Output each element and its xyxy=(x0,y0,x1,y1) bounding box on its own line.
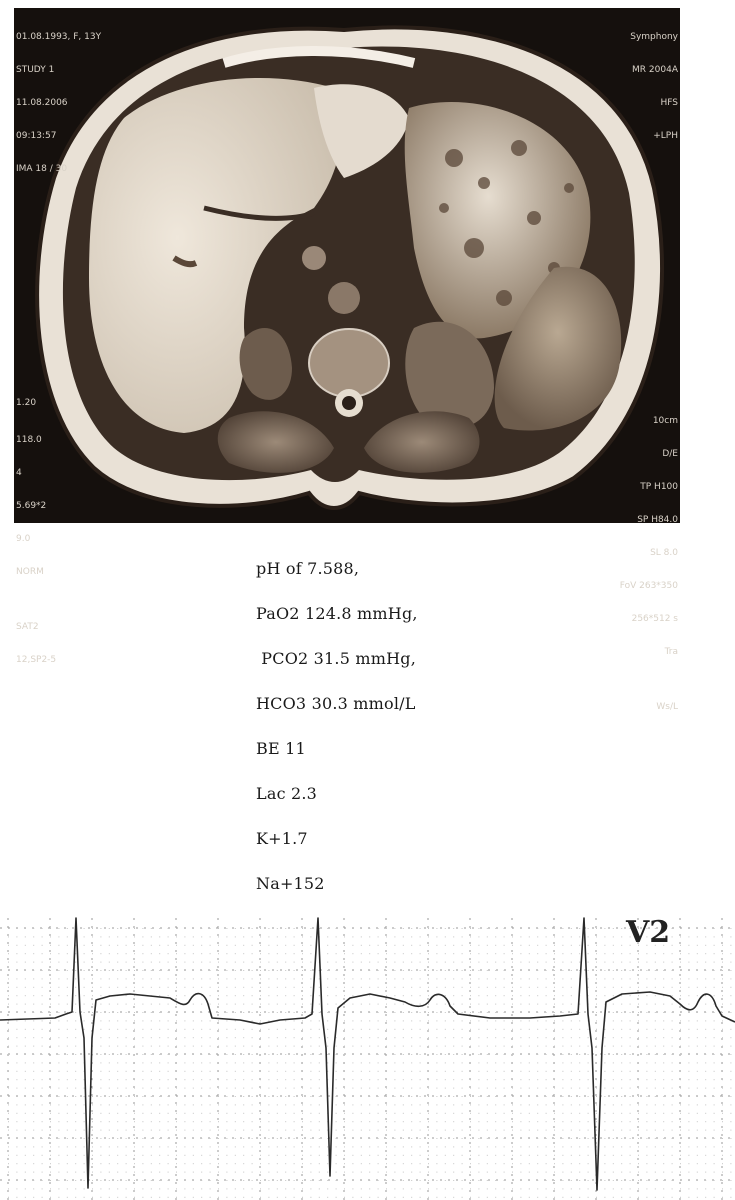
overlay-text: +LPH xyxy=(653,131,678,141)
mri-overlay-bottom-left xyxy=(16,413,56,688)
overlay-text: SL 8.0 xyxy=(650,548,678,558)
overlay-text: 256*512 s xyxy=(631,614,678,624)
lab-pao2: PaO2 124.8 mmHg, xyxy=(256,604,418,623)
overlay-text: 10cm xyxy=(652,416,678,426)
overlay-text: 11.08.2006 xyxy=(16,98,68,108)
lab-sodium: Na+152 xyxy=(256,874,325,893)
mri-overlay-top-right xyxy=(630,10,678,164)
overlay-text: SAT2 xyxy=(16,622,39,632)
overlay-text: SP H84.0 xyxy=(637,515,678,525)
mri-overlay-bottom-right xyxy=(620,394,678,735)
overlay-text: TP H100 xyxy=(640,482,678,492)
overlay-text: 09:13:57 xyxy=(16,131,57,141)
lab-pco2: PCO2 31.5 mmHg, xyxy=(256,649,417,668)
lab-hco3: HCO3 30.3 mmol/L xyxy=(256,694,416,713)
overlay-text: 118.0 xyxy=(16,435,42,445)
ecg-lead-label: V2 xyxy=(626,915,671,950)
overlay-text: Tra xyxy=(664,647,678,657)
overlay-text: 01.08.1993, F, 13Y xyxy=(16,32,102,42)
overlay-text: FoV 263*350 xyxy=(619,581,678,591)
overlay-text: Ws/L xyxy=(656,702,678,712)
overlay-text: D/E xyxy=(662,449,678,459)
lab-ph: pH of 7.588, xyxy=(256,559,360,578)
overlay-text: NORM xyxy=(16,567,44,577)
overlay-text: MR 2004A xyxy=(632,65,678,75)
lab-lactate: Lac 2.3 xyxy=(256,784,318,803)
ecg-tracing xyxy=(0,915,735,1200)
lab-potassium: K+1.7 xyxy=(256,829,308,848)
mri-overlay-top-left xyxy=(16,10,101,197)
overlay-text: 5.69*2 xyxy=(16,501,47,511)
blood-gas-values xyxy=(256,558,418,918)
ecg-strip xyxy=(0,915,735,1200)
overlay-text: 4 xyxy=(16,468,22,478)
overlay-text: Symphony xyxy=(630,32,678,42)
overlay-text: IMA 18 / 30 xyxy=(16,164,68,174)
overlay-text: HFS xyxy=(660,98,678,108)
lab-be: BE 11 xyxy=(256,739,306,758)
overlay-text: STUDY 1 xyxy=(16,65,55,75)
ecg-grid xyxy=(0,915,735,1200)
mri-abdomen-scan xyxy=(14,8,680,523)
overlay-text: 12,SP2-5 xyxy=(16,655,57,665)
overlay-text: 9.0 xyxy=(16,534,31,544)
overlay-text: 1.20 xyxy=(16,398,37,408)
